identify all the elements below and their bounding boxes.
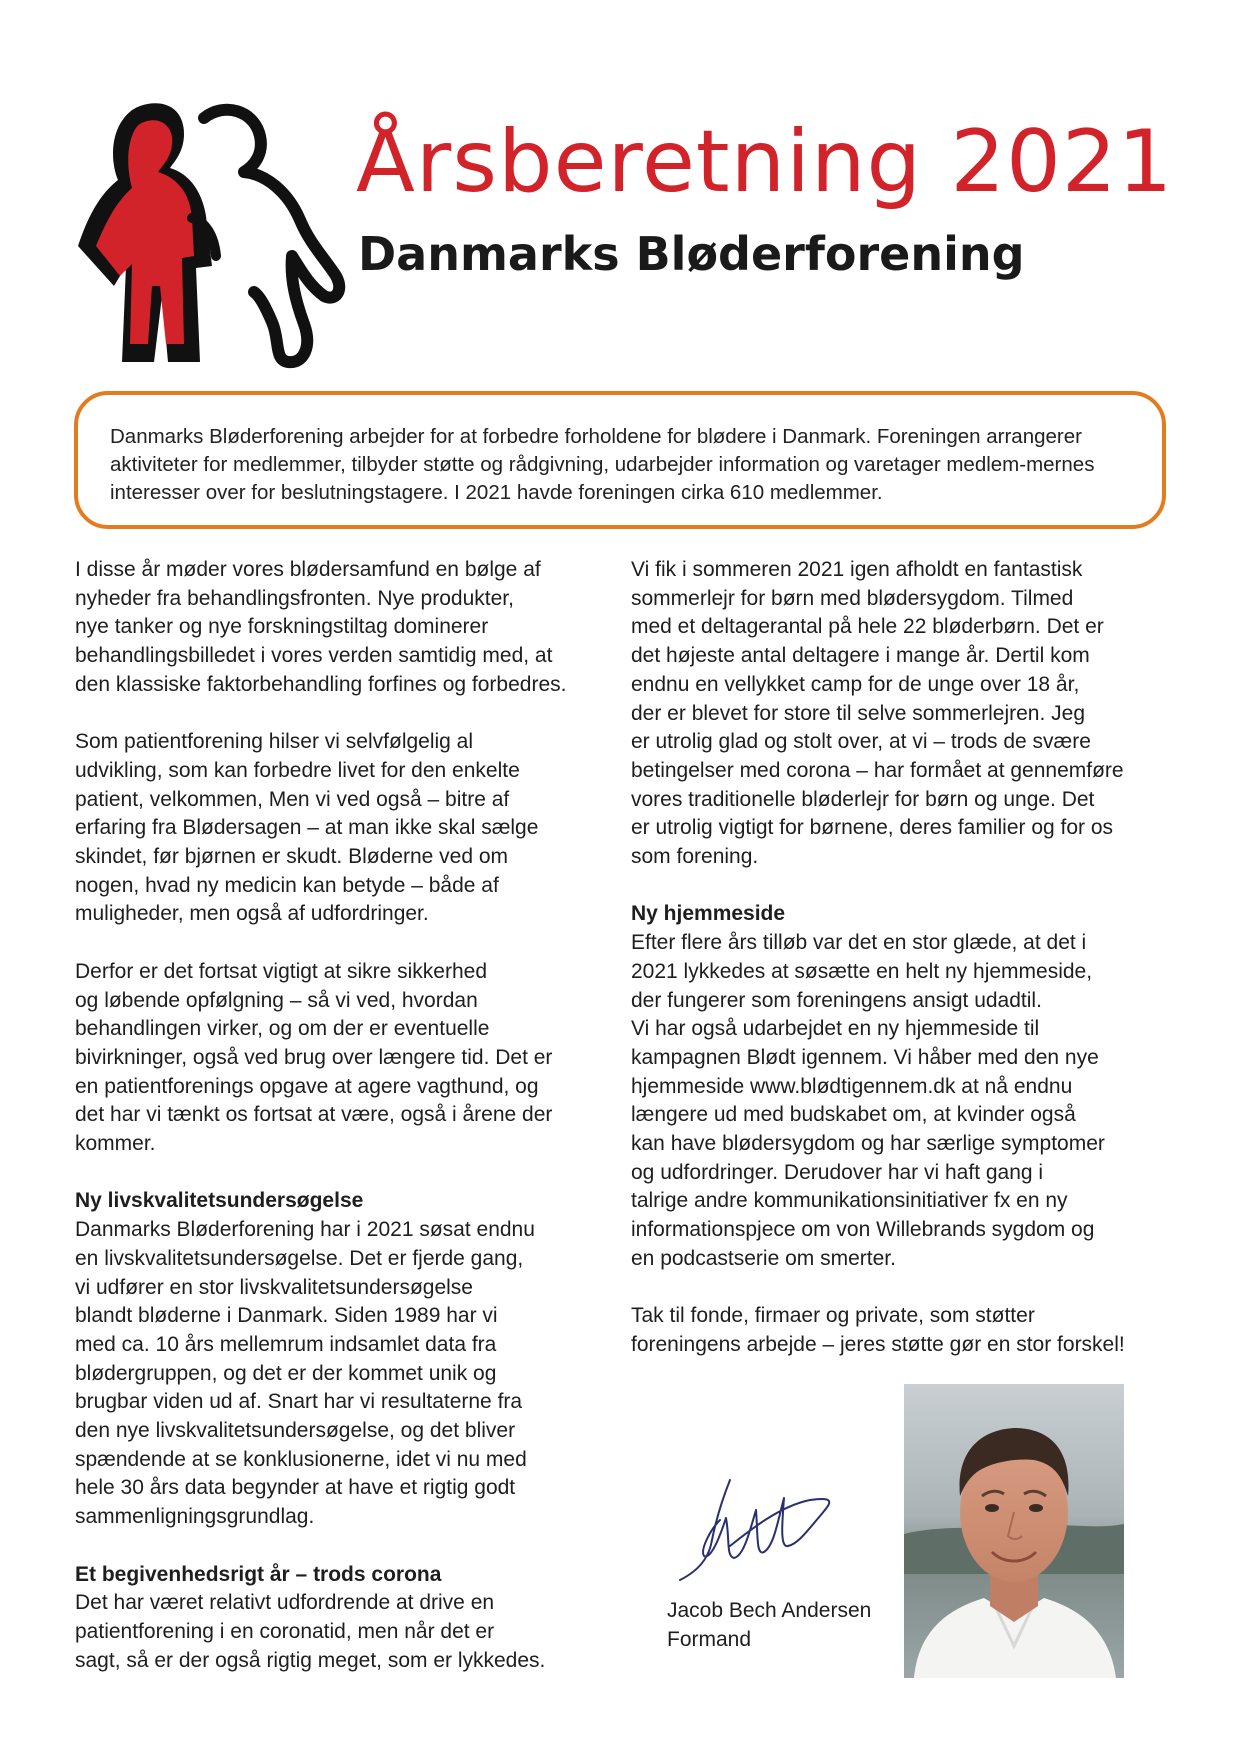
signature-icon	[660, 1460, 860, 1590]
paragraph: I disse år møder vores blødersamfund en bølge af nyheder fra behandlingsfronten. Nye produkter, nye tanker og nye forskningstiltag dominerer behandlingsbilledet i vores verden samtidig med, at den klassiske faktorbehandling forfines og forbedres.	[75, 558, 567, 696]
section-heading: Ny livskvalitetsundersøgelse	[75, 1189, 364, 1213]
signoff	[667, 1596, 871, 1654]
paragraph: Danmarks Bløderforening har i 2021 søsat endnu en livskvalitetsundersøgelse. Det er fjerde gang, vi udfører en stor livskvalitetsundersøgelse blandt bløderne i Danmark. Siden 1989 har vi med ca. 10 års mellemrum indsamlet data fra blødergruppen, og det er der kommet unik og brugbar viden ud af. Snart har vi resultaterne fra den nye livskvalitetsundersøgelse, og det bliver spændende at se konklusionerne, idet vi nu med hele 30 års data begynder at have et rigtig godt sammenligningsgrundlag.	[75, 1218, 535, 1529]
section-heading: Et begivenhedsrigt år – trods corona	[75, 1562, 442, 1586]
paragraph: Derfor er det fortsat vigtigt at sikre sikkerhed og løbende opfølgning – så vi ved, hvordan behandlingen virker, og om der er eventuelle bivirkninger, også ved brug over længere tid. Det er en patientforenings opgave at agere vagthund, og det har vi tænkt os fortsat at være, også i årene der kommer.	[75, 959, 553, 1156]
section-heading: Ny hjemmeside	[631, 902, 786, 926]
paragraph: Efter flere års tilløb var det en stor glæde, at det i 2021 lykkedes at søsætte en helt ny hjemmeside, der fungerer som foreningens ansigt udadtil. Vi har også udarbejdet en ny hjemmeside til kampagnen Blødt igennem. Vi håber med den nye hjemmeside www.blødtigennem.dk at nå endnu længere ud med budskabet om, at kvinder også kan have blødersygdom og har særlige symptomer og udfordringer. Derudover har vi haft gang i talrige andre kommunikationsinitiativer fx en ny informationspjece om von Willebrands sygdom og en podcastserie om smerter.	[631, 931, 1105, 1270]
signoff-role: Formand	[667, 1628, 752, 1651]
section-quality-survey	[75, 1187, 615, 1531]
paragraph: Som patientforening hilser vi selvfølgelig al udvikling, som kan forbedre livet for den enkelte patient, velkommen, Men vi ved også – bitre af erfaring fra Blødersagen – at man ikke skal sælge skindet, før bjørnen er skudt. Bløderne ved om nogen, hvad ny medicin kan betyde – både af muligheder, men også af udfordringer.	[75, 730, 539, 926]
section-new-website	[631, 900, 1171, 1273]
paragraph: Tak til fonde, firmaer og private, som støtter foreningens arbejde – jeres støtte gør en stor forskel!	[631, 1304, 1125, 1356]
portrait-photo	[904, 1384, 1124, 1678]
intro-box	[74, 391, 1166, 529]
paragraph: Det har været relativt udfordrende at drive en patientforening i en coronatid, men når det er sagt, så er der også rigtig meget, som er lykkedes.	[75, 1591, 546, 1672]
page-title: Årsberetning 2021	[356, 112, 1174, 212]
right-column	[631, 556, 1171, 1388]
paragraph: Vi fik i sommeren 2021 igen afholdt en fantastisk sommerlejr for børn med blødersygdom. Tilmed med et deltagerantal på hele 22 bløderbørn. Det er det højeste antal deltagere i mange år. Dertil kom endnu en vellykket camp for de unge over 18 år, der er blevet for store til selve sommerlejren. Jeg er utrolig glad og stolt over, at vi – trods de svære betingelser med corona – har formået at gennemføre vores traditionelle bløderlejr for børn og unge. Det er utrolig vigtigt for børnene, deres familier og for os som forening.	[631, 558, 1124, 869]
bloderforening-logo-icon	[74, 96, 354, 376]
left-column	[75, 556, 615, 1704]
section-eventful-year	[75, 1561, 615, 1676]
signoff-name: Jacob Bech Andersen	[667, 1599, 872, 1622]
page-subtitle: Danmarks Bløderforening	[358, 227, 1025, 281]
intro-text: Danmarks Bløderforening arbejder for at forbedre forholdene for blødere i Danmark. Foreningen arrangerer aktiviteter for medlemmer, tilbyder støtte og rådgivning, udarbejder information og varetager medlem-mernes interesser over for beslutningstagere. I 2021 havde foreningen cirka 610 medlemmer.	[110, 425, 1095, 504]
